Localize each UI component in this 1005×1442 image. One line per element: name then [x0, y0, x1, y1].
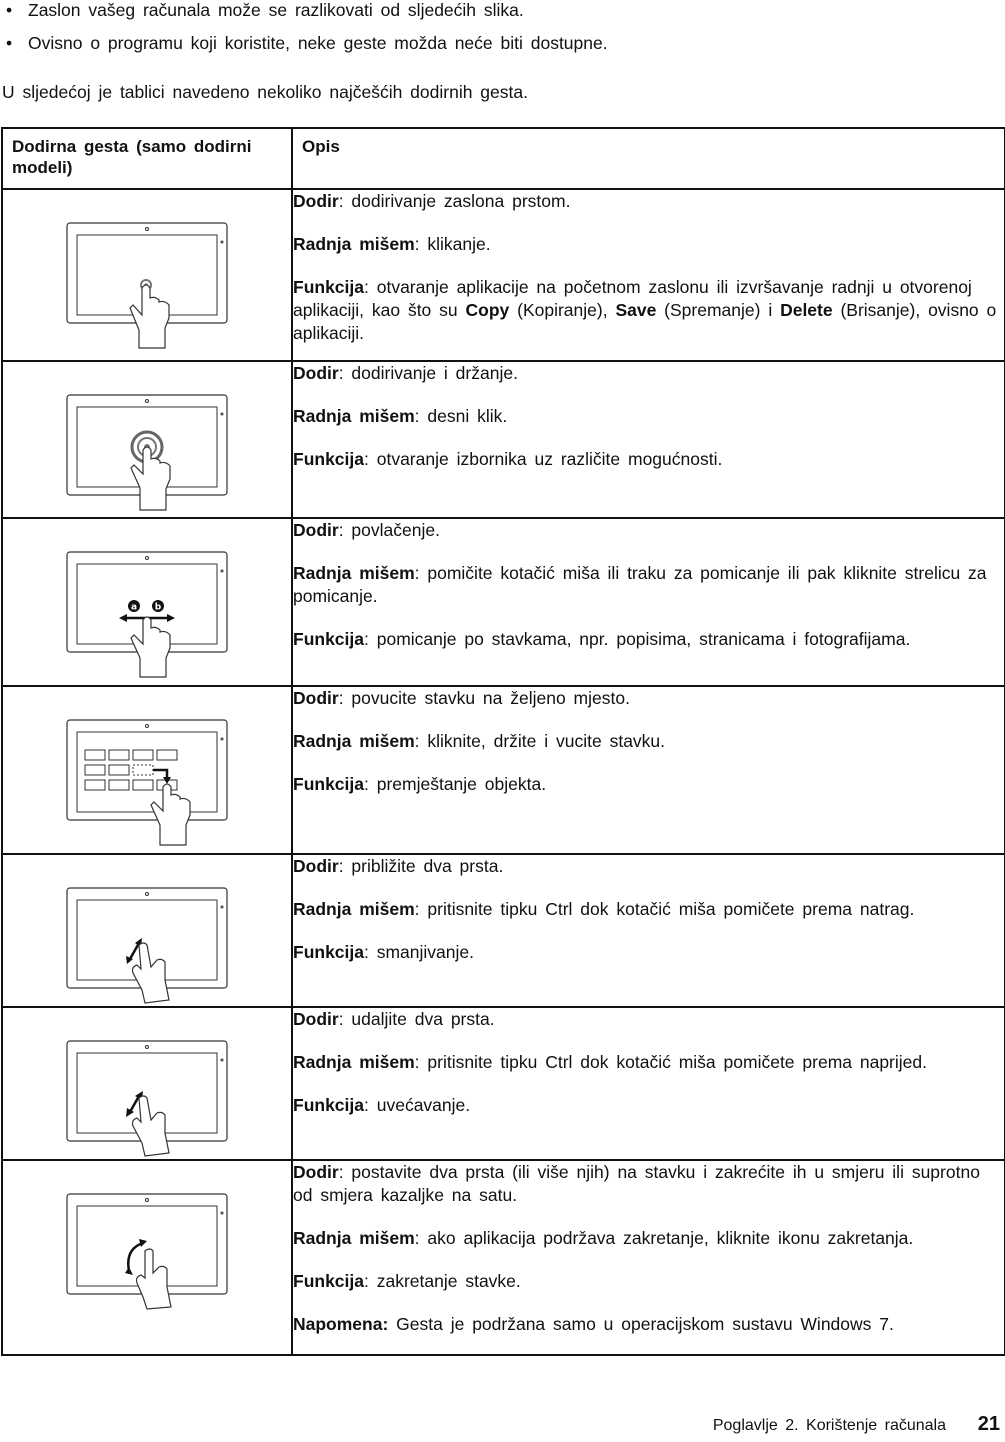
marker-b: b: [154, 602, 162, 613]
column-header-gesture: Dodirna gesta (samo dodirni modeli): [2, 128, 292, 189]
gesture-description: Dodir: dodirivanje zaslona prstom. Radnja mišem: klikanje. Funkcija: otvaranje aplikacije na početnom zaslonu ili izvršavanje radnji u otvorenoj aplikaciji, kao što su Copy (Kopiranje), Save (Spremanje) i Delete (Brisanje), ovisno o aplikaciji.: [292, 189, 1005, 361]
bullet-item: [6, 33, 608, 54]
table-row: [2, 686, 1005, 854]
table-row: [2, 1007, 1005, 1160]
drag-item-gesture-icon: [47, 687, 247, 847]
table-row: [2, 1160, 1005, 1355]
rotate-gesture-icon: [47, 1161, 247, 1311]
gesture-illustration-cell: [2, 854, 292, 1007]
table-row: [2, 518, 1005, 686]
tap-and-hold-gesture-icon: [47, 362, 247, 512]
gesture-description: Dodir: dodirivanje i držanje. Radnja mišem: desni klik. Funkcija: otvaranje izbornika uz različite mogućnosti.: [292, 361, 1005, 518]
table-header-row: [2, 128, 1005, 189]
gesture-description: Dodir: približite dva prsta. Radnja mišem: pritisnite tipku Ctrl dok kotačić miša pomičete prema natrag. Funkcija: smanjivanje.: [292, 854, 1005, 1007]
gesture-illustration-cell: [2, 361, 292, 518]
pinch-gesture-icon: [47, 855, 247, 1005]
table-row: [2, 361, 1005, 518]
gesture-description: Dodir: udaljite dva prsta. Radnja mišem: pritisnite tipku Ctrl dok kotačić miša pomičete prema naprijed. Funkcija: uvećavanje.: [292, 1007, 1005, 1160]
bullet-symbol: •: [6, 0, 13, 20]
gesture-illustration-cell: [2, 518, 292, 686]
bullet-symbol: •: [6, 33, 13, 53]
tap-gesture-icon: [47, 190, 247, 350]
slide-gesture-icon: [47, 519, 247, 679]
bullet-text: Zaslon vašeg računala može se razlikovati od sljedećih slika.: [28, 0, 524, 20]
gesture-illustration-cell: [2, 686, 292, 854]
gesture-illustration-cell: [2, 1160, 292, 1355]
table-row: [2, 189, 1005, 361]
column-header-description: Opis: [292, 128, 1005, 189]
intro-paragraph: U sljedećoj je tablici navedeno nekoliko najčešćih dodirnih gesta.: [2, 82, 528, 102]
gesture-illustration-cell: [2, 1007, 292, 1160]
gesture-description: Dodir: postavite dva prsta (ili više njih) na stavku i zakrećite ih u smjeru ili suprotno od smjera kazaljke na satu. Radnja mišem: ako aplikacija podržava zakretanje, kliknite ikonu zakretanja. Funkcija: zakretanje stavke. Napomena: Gesta je podržana samo u operacijskom sustavu Windows 7.: [292, 1160, 1005, 1355]
chapter-title: Poglavlje 2. Korištenje računala: [712, 1417, 946, 1434]
gesture-description: Dodir: povucite stavku na željeno mjesto. Radnja mišem: kliknite, držite i vucite stavku. Funkcija: premještanje objekta.: [292, 686, 1005, 854]
gesture-table: [1, 127, 1005, 1356]
page-number: 21: [977, 1413, 1000, 1435]
table-row: [2, 854, 1005, 1007]
bullet-item: [6, 0, 524, 21]
gesture-description: Dodir: povlačenje. Radnja mišem: pomičite kotačić miša ili traku za pomicanje ili pak kliknite strelicu za pomicanje. Funkcija: pomicanje po stavkama, npr. popisima, stranicama i fotografijama.: [292, 518, 1005, 686]
bullet-text: Ovisno o programu koji koristite, neke geste možda neće biti dostupne.: [28, 33, 608, 53]
stretch-gesture-icon: [47, 1008, 247, 1158]
gesture-illustration-cell: [2, 189, 292, 361]
marker-a: a: [130, 602, 138, 613]
